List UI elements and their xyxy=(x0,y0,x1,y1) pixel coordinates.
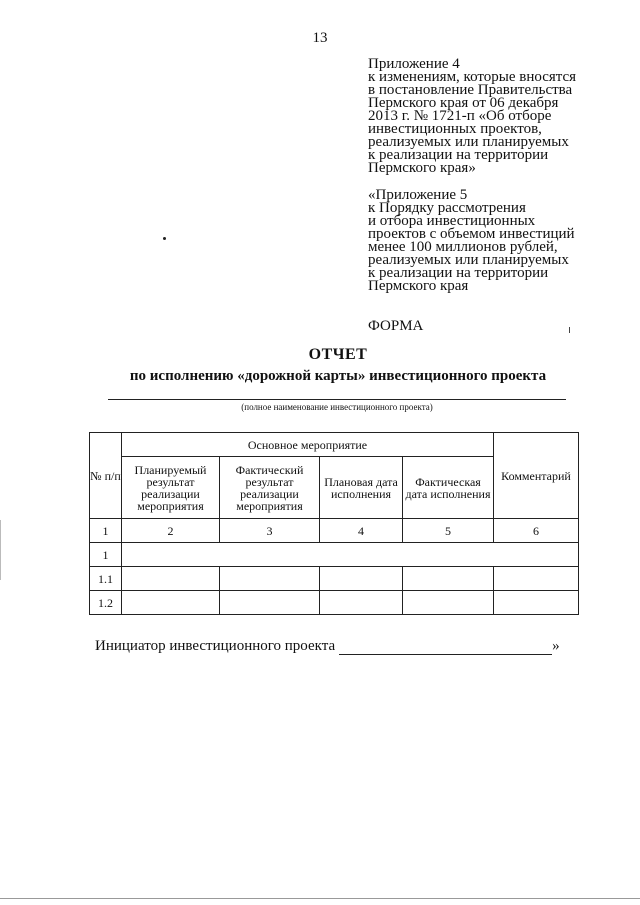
report-title: ОТЧЕТ xyxy=(308,346,368,363)
numbering-cell: 6 xyxy=(494,519,579,543)
report-table xyxy=(89,432,579,615)
appendix-4-line: инвестиционных проектов, xyxy=(368,121,542,137)
appendix-4-line: к изменениям, которые вносятся xyxy=(368,69,577,85)
initiator-line xyxy=(95,638,560,655)
scan-edge xyxy=(0,520,1,580)
row-number: 1.2 xyxy=(90,591,122,615)
report-subtitle: по исполнению «дорожной карты» инвестиционного проекта xyxy=(129,368,547,384)
header-actual-result: Фактический результат реализации мероприятия xyxy=(220,457,320,519)
empty-cell xyxy=(320,591,403,615)
header-planned-result: Планируемый результат реализации мероприятия xyxy=(122,457,220,519)
table-row xyxy=(90,567,579,591)
empty-cell xyxy=(122,543,579,567)
numbering-cell: 3 xyxy=(220,519,320,543)
empty-cell xyxy=(220,567,320,591)
project-name-caption: (полное наименование инвестиционного проекта) xyxy=(241,402,433,412)
empty-cell xyxy=(320,567,403,591)
initiator-label: Инициатор инвестиционного проекта xyxy=(95,638,336,654)
header-actual-date: Фактическая дата исполнения xyxy=(403,457,494,519)
form-label: ФОРМА xyxy=(368,318,424,334)
empty-cell xyxy=(494,567,579,591)
appendix-5-line: менее 100 миллионов рублей, xyxy=(368,239,558,255)
appendix-5-line: Пермского края xyxy=(368,278,469,294)
empty-cell xyxy=(403,567,494,591)
numbering-cell: 1 xyxy=(90,519,122,543)
scan-dot xyxy=(163,237,166,240)
empty-cell xyxy=(220,591,320,615)
appendix-5-line: и отбора инвестиционных xyxy=(368,213,536,229)
appendix-4-line: Пермского края» xyxy=(368,160,476,176)
appendix-5-line: проектов с объемом инвестиций xyxy=(368,226,575,242)
appendix-4-block xyxy=(368,58,598,175)
empty-cell xyxy=(403,591,494,615)
numbering-cell: 4 xyxy=(320,519,403,543)
closing-quote: » xyxy=(552,638,560,654)
numbering-cell: 5 xyxy=(403,519,494,543)
appendix-5-line: реализуемых или планируемых xyxy=(368,252,569,268)
header-number: № п/п xyxy=(90,433,122,519)
appendix-5-line: к реализации на территории xyxy=(368,265,549,281)
appendix-5-block xyxy=(368,189,598,293)
scan-edge xyxy=(0,898,640,899)
appendix-4-line: Пермского края от 06 декабря xyxy=(368,95,559,111)
appendix-5-line: «Приложение 5 xyxy=(368,187,468,203)
appendix-4-line: Приложение 4 xyxy=(368,56,460,72)
table-row xyxy=(90,591,579,615)
empty-cell xyxy=(494,591,579,615)
appendix-5-line: к Порядку рассмотрения xyxy=(368,200,526,216)
empty-cell xyxy=(122,567,220,591)
header-main-activity: Основное мероприятие xyxy=(122,433,494,457)
scan-mark xyxy=(569,327,570,333)
page-number: 13 xyxy=(312,30,328,46)
header-planned-date: Плановая дата исполнения xyxy=(320,457,403,519)
row-number: 1 xyxy=(90,543,122,567)
appendix-4-line: реализуемых или планируемых xyxy=(368,134,569,150)
appendix-4-line: к реализации на территории xyxy=(368,147,549,163)
initiator-blank xyxy=(339,640,552,655)
table-row xyxy=(90,543,579,567)
header-comment: Комментарий xyxy=(494,433,579,519)
project-name-line xyxy=(108,399,566,400)
numbering-cell: 2 xyxy=(122,519,220,543)
appendix-4-line: в постановление Правительства xyxy=(368,82,573,98)
appendix-4-line: 2013 г. № 1721-п «Об отборе xyxy=(368,108,552,124)
row-number: 1.1 xyxy=(90,567,122,591)
empty-cell xyxy=(122,591,220,615)
